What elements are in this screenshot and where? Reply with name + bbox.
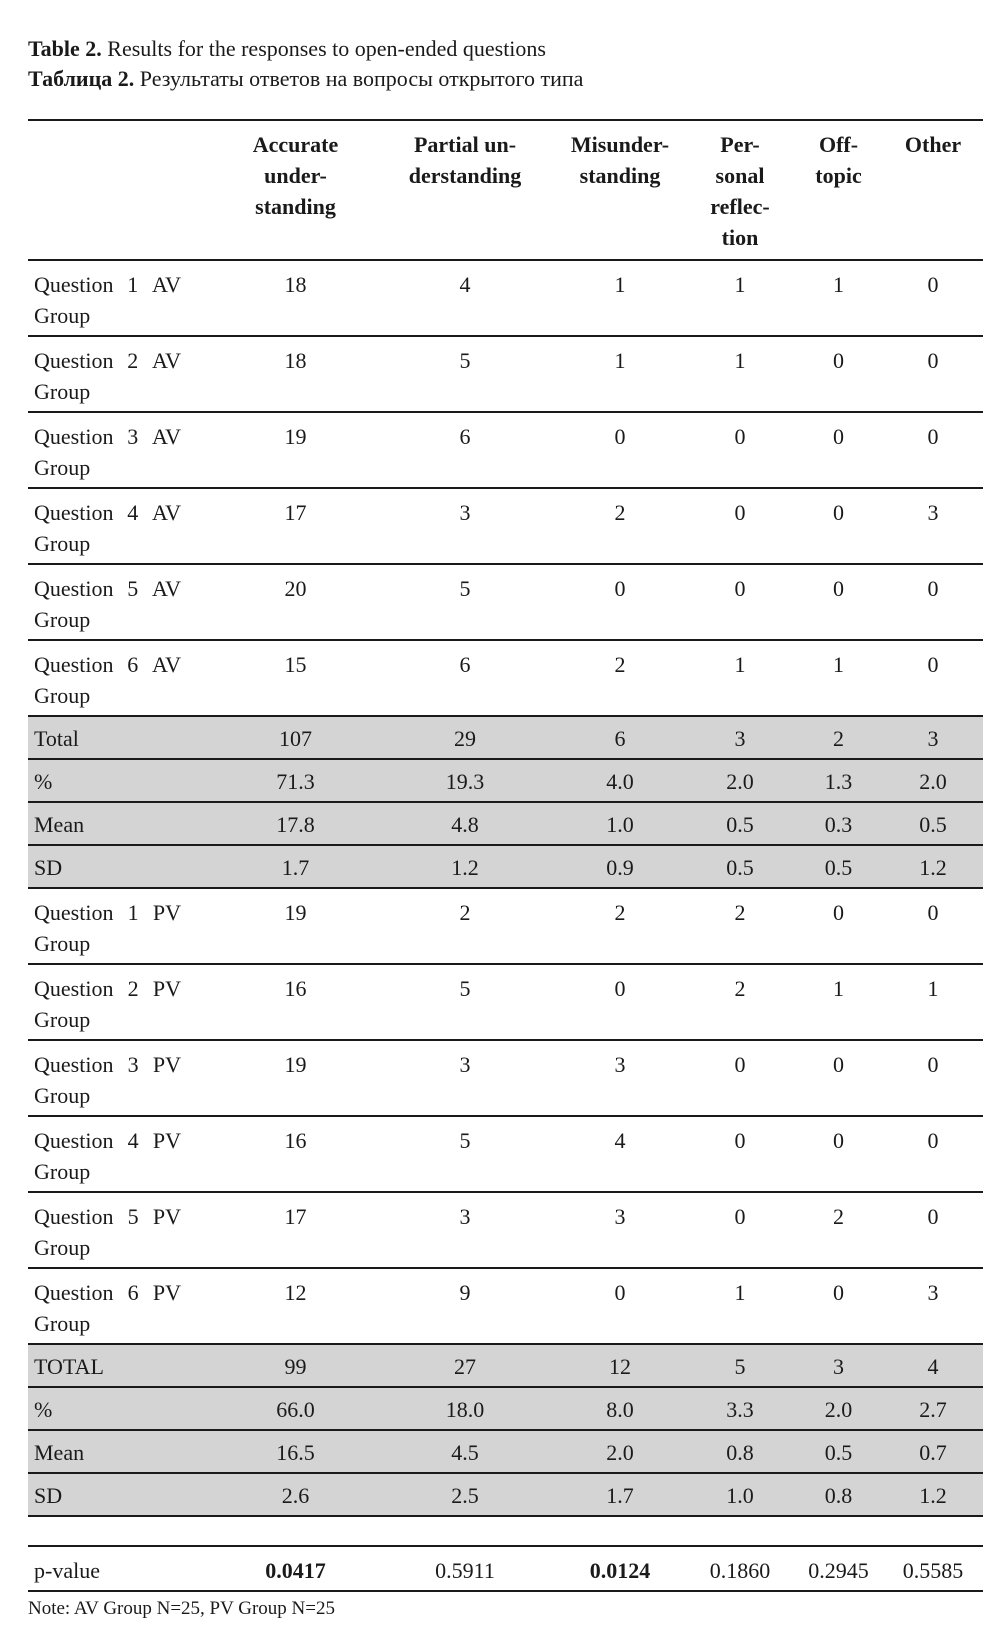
header-partial-understanding [376,120,554,260]
summary-row [28,1344,983,1387]
summary-cell: 16.5 [215,1430,376,1473]
row-label-part: 5 [127,1204,139,1229]
table-cell: 0 [794,1040,883,1116]
table-cell: 15 [215,640,376,716]
summary-row [28,802,983,845]
header-personal-reflection [686,120,794,260]
summary-cell: 2.7 [883,1387,983,1430]
row-label-group: Group [34,1235,91,1260]
header-off-topic [794,120,883,260]
table-cell: 0 [794,488,883,564]
summary-cell: 0.5 [794,845,883,888]
table-cell: 17 [215,1192,376,1268]
table-cell: 17 [215,488,376,564]
table-row [28,336,983,412]
row-label-line [34,1201,211,1232]
table-cell: 12 [215,1268,376,1344]
table-cell: 20 [215,564,376,640]
summary-cell: 3 [686,716,794,759]
caption-russian-label: Таблица 2. [28,66,135,91]
row-label-part: Question [34,1204,114,1229]
table-cell: 0 [883,1192,983,1268]
summary-cell: 27 [376,1344,554,1387]
header-line: Off- [818,132,859,157]
row-label [28,640,215,716]
summary-row [28,1430,983,1473]
summary-cell: 1.2 [883,845,983,888]
spacer-row [28,1516,983,1546]
row-label-part: 3 [127,1052,139,1077]
header-line: reflec- [710,194,770,219]
row-label [28,1192,215,1268]
row-label [28,564,215,640]
row-label-group: Group [34,455,91,480]
summary-cell: 17.8 [215,802,376,845]
summary-label: SD [28,845,215,888]
document-page [28,34,983,1620]
summary-cell: 2.0 [554,1430,686,1473]
row-label-part: PV [152,1280,181,1305]
row-label-group: Group [34,303,91,328]
pvalue-cell: 0.0417 [215,1546,376,1591]
header-line: Accurate under- [252,132,339,188]
row-label-part: AV [152,272,181,297]
summary-cell: 1.0 [686,1473,794,1516]
table-cell: 3 [883,488,983,564]
row-label [28,888,215,964]
row-label-line [34,345,211,376]
summary-cell: 6 [554,716,686,759]
table-cell: 1 [794,964,883,1040]
summary-cell: 4.5 [376,1430,554,1473]
row-label-line [34,421,211,452]
summary-row [28,1387,983,1430]
summary-cell: 66.0 [215,1387,376,1430]
summary-cell: 18.0 [376,1387,554,1430]
table-cell: 0 [686,564,794,640]
summary-row [28,759,983,802]
table-cell: 19 [215,412,376,488]
table-cell: 1 [686,640,794,716]
table-cell: 0 [554,964,686,1040]
header-line: Other [904,132,962,157]
summary-cell: 71.3 [215,759,376,802]
header-line: Misunder- [570,132,670,157]
row-label [28,412,215,488]
summary-label: Total [28,716,215,759]
header-line: topic [815,163,862,188]
table-cell: 2 [376,888,554,964]
table-cell: 2 [686,888,794,964]
table-cell: 0 [883,412,983,488]
summary-label: % [28,1387,215,1430]
row-label-part: Question [34,900,114,925]
table-cell: 2 [554,640,686,716]
table-cell: 1 [686,336,794,412]
table-cell: 0 [883,640,983,716]
summary-cell: 3 [883,716,983,759]
table-cell: 0 [686,412,794,488]
summary-cell: 2.5 [376,1473,554,1516]
spacer-cell [28,1516,983,1546]
summary-cell: 1.2 [883,1473,983,1516]
header-accurate-understanding [215,120,376,260]
table-row [28,564,983,640]
summary-cell: 2 [794,716,883,759]
pvalue-cell: 0.2945 [794,1546,883,1591]
table-cell: 4 [554,1116,686,1192]
row-label-line [34,497,211,528]
table-cell: 0 [883,564,983,640]
row-label-line [34,1277,211,1308]
table-row [28,488,983,564]
pvalue-cell: 0.5585 [883,1546,983,1591]
pvalue-cell: 0.5911 [376,1546,554,1591]
results-table [28,119,983,1592]
table-cell: 0 [794,336,883,412]
row-label-part: Question [34,976,114,1001]
row-label-group: Group [34,1007,91,1032]
row-label-part: Question [34,652,114,677]
row-label [28,964,215,1040]
summary-cell: 0.7 [883,1430,983,1473]
table-body [28,260,983,1591]
row-label-part: 6 [127,1280,139,1305]
row-label-part: AV [152,424,181,449]
row-label-part: PV [152,976,181,1001]
row-label-part: Question [34,1280,114,1305]
table-cell: 3 [883,1268,983,1344]
summary-cell: 1.0 [554,802,686,845]
summary-cell: 0.5 [794,1430,883,1473]
table-row [28,640,983,716]
row-label [28,1040,215,1116]
row-label-part: Question [34,348,114,373]
row-label-line [34,269,211,300]
header-line: sonal [715,163,765,188]
summary-cell: 1.3 [794,759,883,802]
summary-cell: 5 [686,1344,794,1387]
table-cell: 18 [215,336,376,412]
row-label-part: PV [152,1052,181,1077]
row-label-part: Question [34,272,114,297]
table-header-row [28,120,983,260]
table-row [28,260,983,336]
summary-cell: 19.3 [376,759,554,802]
table-row [28,1116,983,1192]
row-label-line [34,973,211,1004]
summary-label: % [28,759,215,802]
row-label-line [34,573,211,604]
summary-cell: 107 [215,716,376,759]
table-cell: 0 [794,564,883,640]
summary-cell: 4 [883,1344,983,1387]
table-cell: 3 [376,1040,554,1116]
summary-cell: 0.8 [686,1430,794,1473]
row-label-part: 2 [127,348,139,373]
table-cell: 1 [883,964,983,1040]
summary-cell: 0.9 [554,845,686,888]
row-label-line [34,1049,211,1080]
row-label-part: AV [152,652,181,677]
row-label-part: 2 [127,976,139,1001]
summary-cell: 0.5 [883,802,983,845]
pvalue-cell: 0.1860 [686,1546,794,1591]
caption-english-label: Table 2. [28,36,102,61]
row-label [28,336,215,412]
table-cell: 3 [376,1192,554,1268]
table-cell: 1 [554,336,686,412]
table-cell: 5 [376,964,554,1040]
summary-cell: 4.0 [554,759,686,802]
table-cell: 2 [554,888,686,964]
row-label-part: Question [34,1052,114,1077]
table-cell: 3 [554,1040,686,1116]
table-row [28,1192,983,1268]
header-line: derstanding [408,163,522,188]
row-label-part: 1 [127,272,139,297]
row-label-part: PV [152,1204,181,1229]
row-label [28,1268,215,1344]
summary-label: SD [28,1473,215,1516]
row-label-part: Question [34,576,114,601]
summary-label: Mean [28,1430,215,1473]
row-label-part: 3 [127,424,139,449]
table-cell: 4 [376,260,554,336]
table-cell: 1 [554,260,686,336]
caption-english [28,34,983,64]
table-cell: 16 [215,964,376,1040]
table-cell: 9 [376,1268,554,1344]
table-cell: 1 [794,640,883,716]
table-cell: 0 [883,1040,983,1116]
row-label-group: Group [34,531,91,556]
summary-cell: 2.0 [686,759,794,802]
row-label-part: 5 [127,576,139,601]
row-label-part: Question [34,1128,114,1153]
summary-cell: 1.2 [376,845,554,888]
pvalue-label: p-value [28,1546,215,1591]
table-cell: 0 [883,336,983,412]
summary-row [28,716,983,759]
table-cell: 2 [794,1192,883,1268]
summary-cell: 3.3 [686,1387,794,1430]
row-label-part: 4 [127,500,139,525]
row-label-part: Question [34,500,114,525]
table-cell: 3 [554,1192,686,1268]
summary-label: TOTAL [28,1344,215,1387]
row-label-group: Group [34,607,91,632]
table-cell: 0 [686,1040,794,1116]
row-label-group: Group [34,1083,91,1108]
caption-russian [28,64,983,94]
table-cell: 0 [883,888,983,964]
row-label-line [34,897,211,928]
table-row [28,888,983,964]
header-misunderstanding [554,120,686,260]
row-label-group: Group [34,1311,91,1336]
table-row [28,964,983,1040]
table-cell: 0 [686,1192,794,1268]
table-cell: 0 [686,488,794,564]
row-label-line [34,649,211,680]
table-cell: 0 [554,1268,686,1344]
row-label-part: AV [152,348,181,373]
summary-label: Mean [28,802,215,845]
table-cell: 0 [794,1116,883,1192]
table-cell: 0 [794,888,883,964]
table-cell: 6 [376,640,554,716]
table-cell: 19 [215,1040,376,1116]
summary-row [28,845,983,888]
table-cell: 0 [554,564,686,640]
row-label-part: PV [152,1128,181,1153]
row-label-group: Group [34,931,91,956]
table-cell: 19 [215,888,376,964]
summary-cell: 2.6 [215,1473,376,1516]
header-blank [28,120,215,260]
row-label-part: 4 [127,1128,139,1153]
row-label [28,260,215,336]
pvalue-row [28,1546,983,1591]
row-label-part: PV [152,900,181,925]
summary-cell: 0.3 [794,802,883,845]
summary-cell: 2.0 [794,1387,883,1430]
header-line: standing [255,194,336,219]
summary-cell: 29 [376,716,554,759]
summary-cell: 0.5 [686,845,794,888]
caption-russian-text: Результаты ответов на вопросы открытого типа [134,66,584,91]
table-cell: 0 [794,412,883,488]
table-cell: 5 [376,1116,554,1192]
row-label-group: Group [34,1159,91,1184]
row-label [28,488,215,564]
table-cell: 0 [554,412,686,488]
table-cell: 0 [686,1116,794,1192]
table-cell: 1 [686,1268,794,1344]
table-cell: 3 [376,488,554,564]
header-other [883,120,983,260]
table-cell: 16 [215,1116,376,1192]
header-line: tion [721,225,759,250]
summary-cell: 99 [215,1344,376,1387]
table-row [28,1268,983,1344]
summary-cell: 8.0 [554,1387,686,1430]
row-label-part: AV [152,576,181,601]
header-line: Per- [720,132,760,157]
row-label-part: 6 [127,652,139,677]
summary-cell: 2.0 [883,759,983,802]
table-cell: 2 [554,488,686,564]
header-line: Partial un- [413,132,517,157]
table-row [28,1040,983,1116]
summary-cell: 0.8 [794,1473,883,1516]
summary-cell: 4.8 [376,802,554,845]
summary-cell: 12 [554,1344,686,1387]
table-cell: 5 [376,564,554,640]
table-cell: 1 [794,260,883,336]
row-label-line [34,1125,211,1156]
summary-cell: 1.7 [215,845,376,888]
row-label [28,1116,215,1192]
table-cell: 5 [376,336,554,412]
summary-cell: 0.5 [686,802,794,845]
table-row [28,412,983,488]
header-line: standing [579,163,661,188]
table-cell: 2 [686,964,794,1040]
row-label-group: Group [34,379,91,404]
summary-cell: 3 [794,1344,883,1387]
table-cell: 0 [883,260,983,336]
table-cell: 0 [883,1116,983,1192]
table-cell: 1 [686,260,794,336]
row-label-part: Question [34,424,114,449]
table-note: Note: AV Group N=25, PV Group N=25 [28,1598,335,1619]
table-cell: 18 [215,260,376,336]
summary-row [28,1473,983,1516]
row-label-part: AV [152,500,181,525]
row-label-group: Group [34,683,91,708]
row-label-part: 1 [127,900,139,925]
table-cell: 0 [794,1268,883,1344]
summary-cell: 1.7 [554,1473,686,1516]
pvalue-cell: 0.0124 [554,1546,686,1591]
caption-english-text: Results for the responses to open-ended questions [101,36,546,61]
table-cell: 6 [376,412,554,488]
